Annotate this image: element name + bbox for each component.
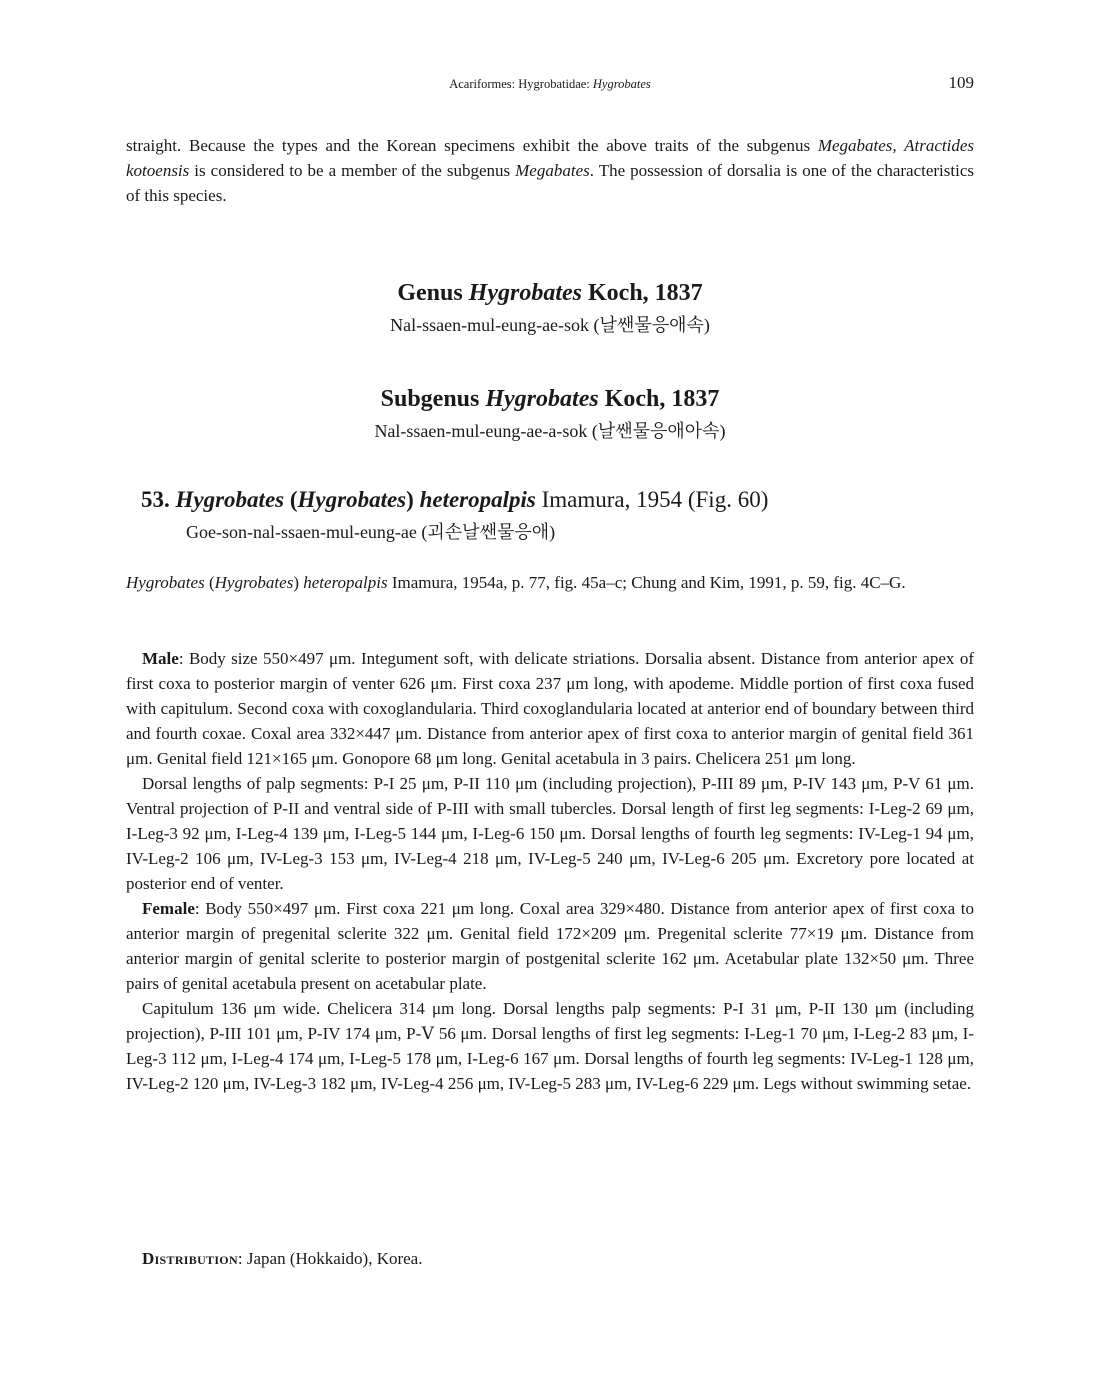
subgenus-title (0, 384, 1100, 414)
male-label: Male (142, 649, 179, 668)
running-head-italic: Hygrobates (592, 77, 651, 91)
intro-text-3: . The possession of dorsalia is one of the characteristics of this species. (126, 161, 974, 205)
subgenus-heading (0, 384, 1100, 444)
species-korean-name: Goe-son-nal-ssaen-mul-eung-ae (괴손날쌘물응애) (186, 522, 556, 542)
description-body (126, 646, 974, 1096)
running-head (0, 77, 1100, 92)
syn-genus: Hygrobates (126, 573, 205, 592)
subgenus-name: Hygrobates (485, 386, 599, 412)
female-paragraph-2: Capitulum 136 μm wide. Chelicera 314 μm long. Dorsal lengths palp segments: P-I 31 μm, P-II 130 μm (including projection), P-III 101 μm, P-IV 174 μm, P-Ⅴ 56 μm. Dorsal lengths of first leg segments: I-Leg-1 70 μm, I-Leg-2 83 μm, I-Leg-3 112 μm, I-Leg-4 174 μm, I-Leg-5 178 μm, I-Leg-6 167 μm. Dorsal lengths of fourth leg segments: IV-Leg-1 128 μm, IV-Leg-2 120 μm, IV-Leg-3 182 μm, IV-Leg-4 256 μm, IV-Leg-5 283 μm, IV-Leg-6 229 μm. Legs without swimming setae. (126, 999, 974, 1093)
genus-heading (0, 278, 1100, 338)
subgenus-author: Koch, 1837 (598, 386, 720, 412)
female-paragraph-1 (126, 896, 974, 996)
species-paren-close: ) (406, 487, 420, 512)
subgenus-korean-name: Nal-ssaen-mul-eung-ae-a-sok (날쌘물응애아속) (374, 421, 726, 441)
genus-word: Genus (397, 280, 469, 306)
distribution-text: : Japan (Hokkaido), Korea. (237, 1249, 423, 1268)
page-number: 109 (948, 73, 974, 92)
syn-text-2: ) (293, 573, 304, 592)
genus-korean-name: Nal-ssaen-mul-eung-ae-sok (날쌘물응애속) (390, 315, 710, 335)
species-author: Imamura, 1954 (Fig. 60) (535, 487, 769, 512)
intro-text-1: straight. Because the types and the Korean specimens exhibit the above traits of the subgenus (126, 136, 818, 155)
species-number: 53. (141, 487, 176, 512)
species-paren-open: ( (284, 487, 298, 512)
running-head-text: Acariformes: Hygrobatidae: (449, 77, 593, 91)
syn-epithet: heteropalpis (303, 573, 388, 592)
distribution-paragraph (142, 1246, 972, 1271)
species-epithet: heteropalpis (419, 487, 536, 512)
male-paragraph-2: Dorsal lengths of palp segments: P-I 25 μm, P-II 110 μm (including projection), P-III 89 μm, P-IV 143 μm, P-V 61 μm. Ventral projection of P-II and ventral side of P-III with small tubercles. Dorsal length of first leg segments: I-Leg-2 69 μm, I-Leg-3 92 μm, I-Leg-4 139 μm, I-Leg-5 144 μm, I-Leg-6 150 μm. Dorsal lengths of fourth leg segments: IV-Leg-1 94 μm, IV-Leg-2 106 μm, IV-Leg-3 153 μm, IV-Leg-4 218 μm, IV-Leg-5 240 μm, IV-Leg-6 205 μm. Excretory pore located at posterior end of venter. (126, 774, 974, 893)
intro-italic-2: Megabates (515, 161, 590, 180)
male-text-1: : Body size 550×497 μm. Integument soft, with delicate striations. Dorsalia absent. Distance from anterior apex of first coxa to posterior margin of venter 626 μm. First coxa 237 μm long, with apodeme. Middle portion of first coxa fused with capitulum. Second coxa with coxoglandularia. Third coxoglandularia located at anterior end of boundary between third and fourth coxae. Coxal area 332×447 μm. Distance from anterior apex of first coxa to anterior margin of genital field 361 μm. Genital field 121×165 μm. Gonopore 68 μm long. Genital acetabula in 3 pairs. Chelicera 251 μm long. (126, 649, 974, 768)
intro-italic-1: Megabates, Atractides kotoensis (126, 136, 974, 180)
species-heading (141, 485, 981, 545)
genus-title (0, 278, 1100, 308)
male-paragraph-1 (126, 646, 974, 771)
species-subgenus: Hygrobates (297, 487, 407, 512)
syn-text-1: ( (204, 573, 215, 592)
distribution-label: Distribution (142, 1249, 238, 1268)
subgenus-word: Subgenus (380, 386, 486, 412)
genus-name: Hygrobates (468, 280, 582, 306)
synonymy-paragraph (126, 570, 988, 595)
female-label: Female (142, 899, 195, 918)
female-text-1: : Body 550×497 μm. First coxa 221 μm long. Coxal area 329×480. Distance from anterior apex of first coxa to anterior margin of pregenital sclerite 322 μm. Genital field 172×209 μm. Pregenital sclerite 77×19 μm. Distance from anterior margin of genital sclerite to posterior margin of postgenital sclerite 162 μm. Acetabular plate 132×50 μm. Three pairs of genital acetabula present on acetabular plate. (126, 899, 974, 993)
species-title (141, 485, 981, 515)
genus-author: Koch, 1837 (582, 280, 703, 306)
species-genus: Hygrobates (175, 487, 285, 512)
syn-subgenus: Hygrobates (214, 573, 294, 592)
intro-paragraph (126, 133, 974, 208)
intro-text-2: is considered to be a member of the subgenus (189, 161, 516, 180)
syn-text-3: Imamura, 1954a, p. 77, fig. 45a–c; Chung and Kim, 1991, p. 59, fig. 4C–G. (387, 573, 906, 592)
